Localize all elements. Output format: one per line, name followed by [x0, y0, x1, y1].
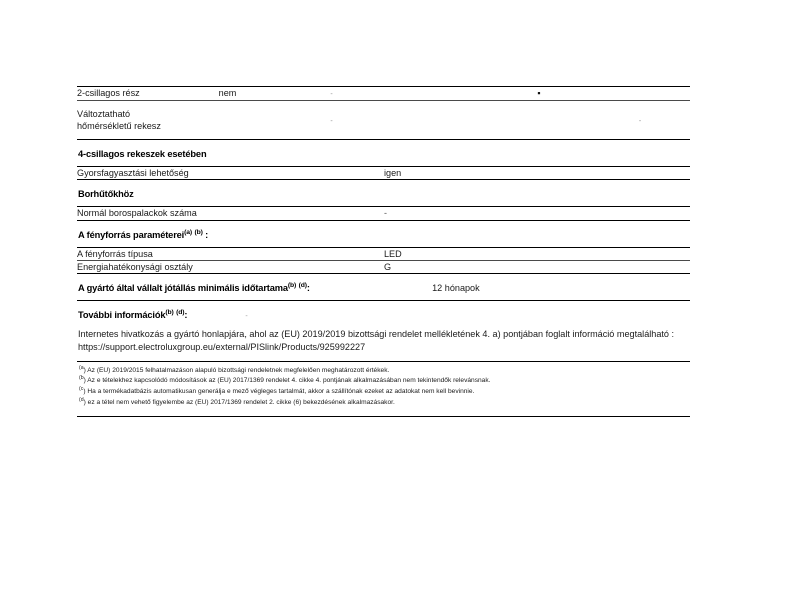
footnote-b: $^{(b}$) Az e tételekhez kapcsolódó módosítások az (EU) 2017/1369 rendelet 4. cikke 4. pontjának alkalmazásában nem tekintendők relevánsnak.	[79, 375, 491, 385]
footnote-ref-d: (d)	[298, 281, 307, 289]
table-row	[77, 100, 690, 139]
spec-cell	[488, 87, 590, 101]
footnote-ref-b: (b)	[194, 228, 203, 236]
footnote-marker-c: (c	[79, 385, 84, 392]
web-reference-paragraph	[77, 325, 690, 361]
dash-mark: ▪	[537, 88, 541, 98]
warranty-value: 12 hónapok	[432, 282, 480, 293]
footnote-ref-b: (b)	[287, 281, 297, 289]
spec-row-label: 2-csillagos rész	[77, 88, 140, 99]
table-row	[77, 166, 690, 179]
footnote-a: $^{(a}$) Az (EU) 2019/2015 felhatalmazáson alapuló bizottsági rendeletnek megfelelően meghatározott értékek.	[79, 364, 390, 374]
four-star-table	[77, 166, 690, 180]
footnote-ref-b: (b)	[165, 308, 174, 316]
row-value-fast-freeze: igen	[384, 167, 402, 178]
row-value-light-type: LED	[384, 248, 402, 259]
footnote-d: $^{(d}$) ez a tétel nem vehető figyelembe az (EU) 2017/1369 rendelet 2. cikke (6) bekezdésének alkalmazásakor.	[79, 396, 395, 406]
spec-cell	[279, 87, 384, 101]
table-row	[77, 206, 690, 220]
spec-cell	[384, 87, 488, 101]
section-heading-light-source-text: A fényforrás paraméterei	[78, 229, 185, 240]
row-label-energy-class: Energiahatékonysági osztály	[77, 261, 193, 272]
section-heading-suffix: :	[202, 229, 209, 240]
dash-mark: -	[330, 117, 333, 125]
table-row	[77, 87, 690, 101]
page-bottom-rule	[77, 416, 690, 417]
light-source-table	[77, 247, 690, 274]
section-heading-four-star: 4-csillagos rekeszek esetében	[78, 148, 207, 159]
table-row	[77, 247, 690, 260]
dash-mark: -	[384, 207, 387, 218]
row-label-bottle-count: Normál borospalackok száma	[77, 208, 197, 219]
wine-cooler-table	[77, 206, 690, 221]
spec-cell	[384, 100, 488, 139]
spec-cell: nem	[218, 88, 237, 99]
footnotes-block	[77, 362, 690, 415]
row-label-fast-freeze: Gyorsfagyasztási lehetőség	[77, 167, 189, 178]
spec-cell	[590, 100, 690, 139]
further-info-label: További információk$^{(b)}$ $^{(d)}$:	[78, 308, 188, 320]
spec-table	[77, 86, 690, 140]
web-reference-line-2: információ megtalálható : https://support.electroluxgroup.eu/external/PISlink/Products/925992227	[78, 328, 675, 352]
dash-mark: -	[330, 91, 333, 99]
row-value-energy-class: G	[384, 261, 392, 272]
footnote-marker-b: (b	[79, 375, 84, 382]
row-value-bottle-count	[384, 206, 690, 220]
section-heading-wine-cooler: Borhűtőkhöz	[78, 188, 134, 199]
dash-mark: -	[638, 117, 642, 125]
further-info-row	[77, 301, 690, 325]
section-heading-light-source	[77, 221, 690, 247]
table-row	[77, 260, 690, 273]
product-information-sheet	[77, 86, 690, 417]
further-info-value: -	[245, 312, 248, 320]
spec-cell	[488, 100, 590, 139]
footnote-marker-d: (d	[79, 396, 84, 403]
footnote-marker-a: (a	[79, 364, 84, 371]
spec-cell	[279, 100, 384, 139]
row-label-light-type: A fényforrás típusa	[77, 248, 153, 259]
footnote-ref-a: (a)	[184, 228, 193, 236]
warranty-row	[77, 274, 690, 300]
warranty-label: A gyártó által vállalt jótállás minimális időtartama$^{(b)}$ $^{(d)}$:	[78, 281, 310, 293]
footnote-c: $^{(c}$) Ha a termékadatbázis automatikusan generálja e mező végleges tartalmát, akkor a szállítónak ezeket az adatokat nem kell bevinnie.	[79, 385, 475, 395]
spec-cell	[176, 100, 279, 139]
spec-cell	[590, 87, 690, 101]
spec-row-label: Változtatható hőmérsékletű rekesz	[77, 108, 161, 131]
web-reference-line-1: Internetes hivatkozás a gyártó honlapjára, ahol az (EU) 2019/2019 bizottsági rendelet mellékletének 4. a) pontjában foglalt	[78, 328, 570, 339]
footnote-ref-d: (d)	[176, 308, 185, 316]
